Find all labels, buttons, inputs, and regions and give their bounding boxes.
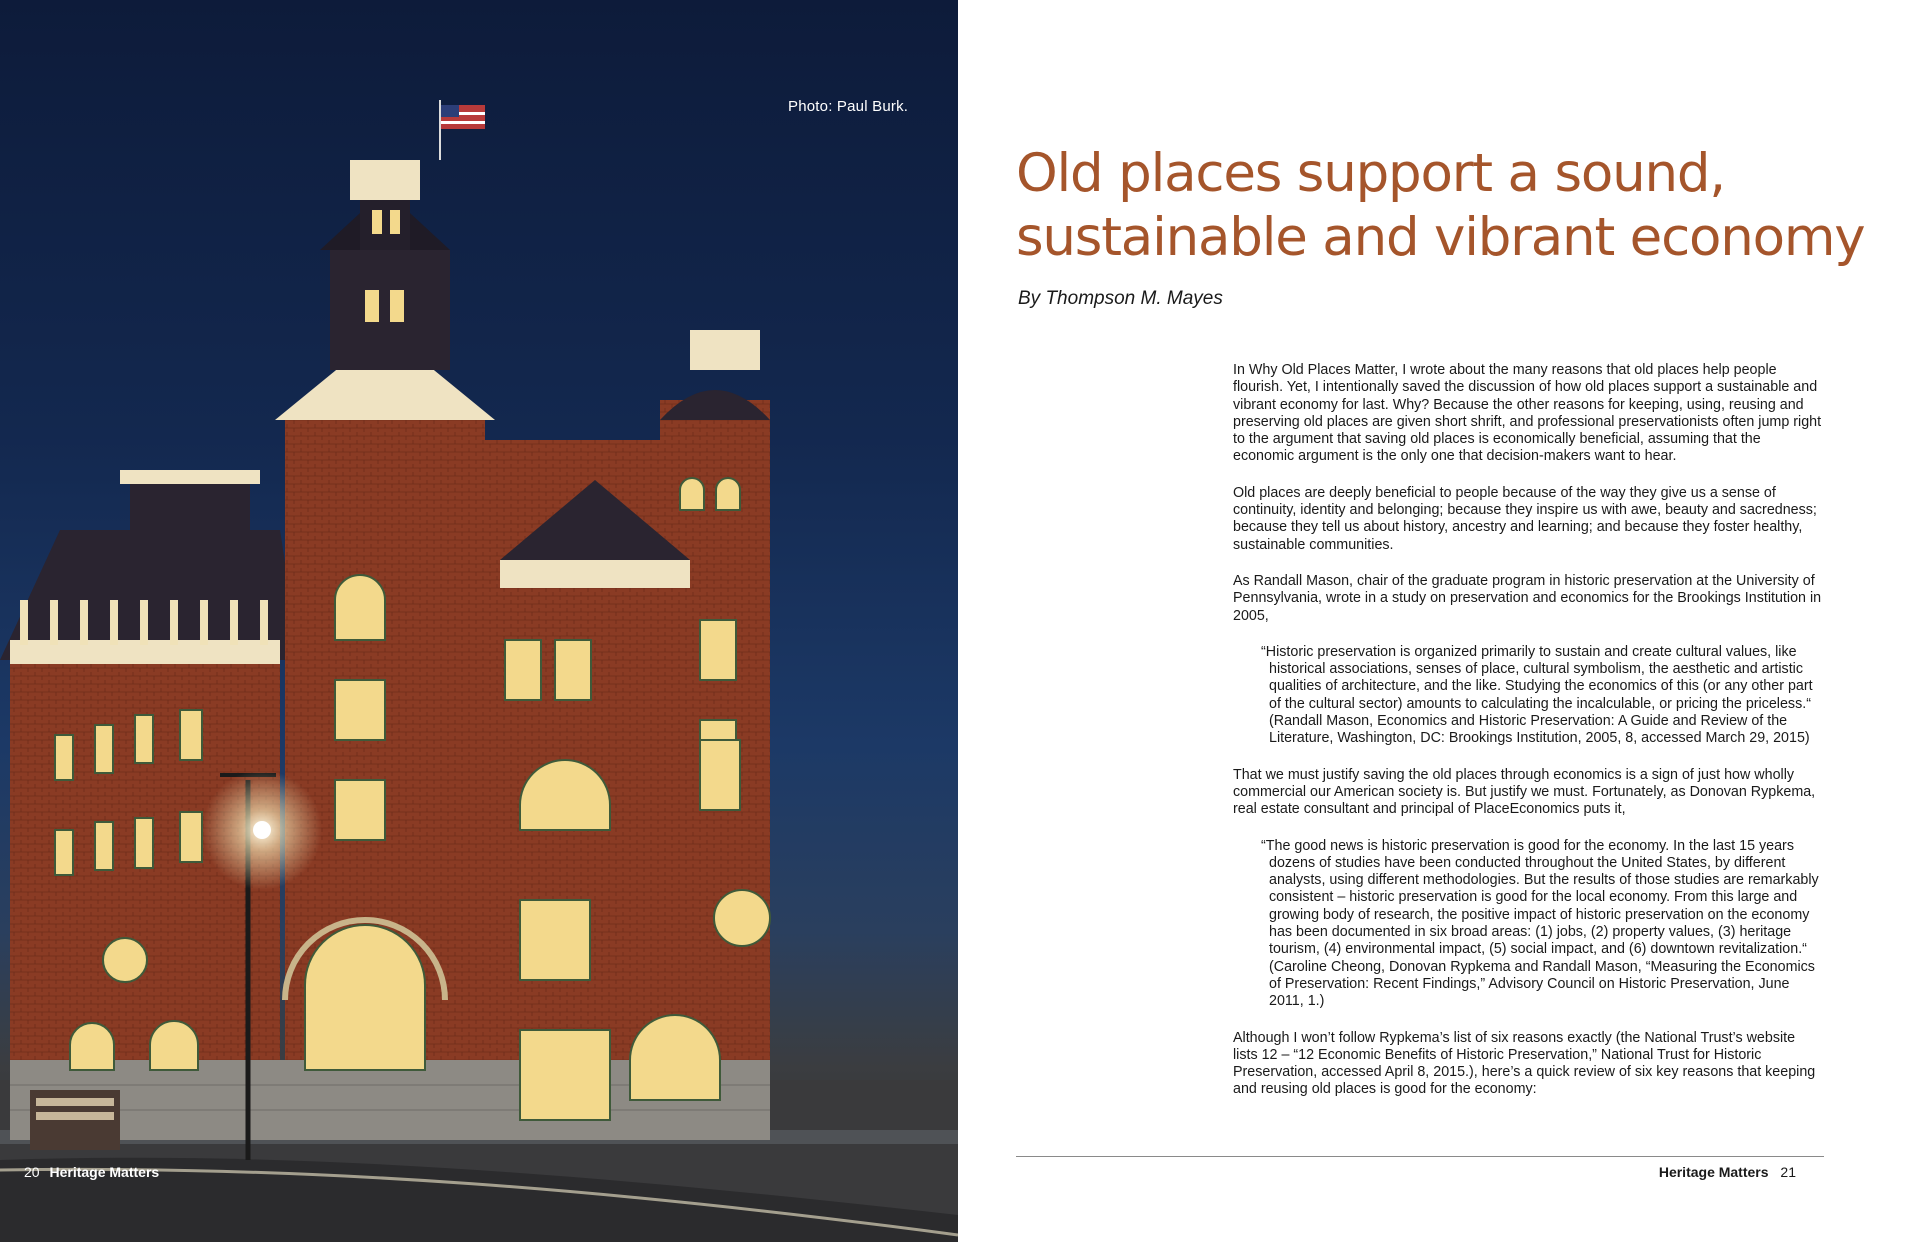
- article-headline: [1016, 142, 1876, 270]
- paragraph-mason-intro: As Randall Mason, chair of the graduate program in historic preservation at the University of Pennsylvania, wrote in a study on preservation and economics for the Brookings Institution in 2005,: [1233, 572, 1822, 624]
- headline-line-1: Old places support a sound,: [1016, 143, 1725, 204]
- article-byline: By Thompson M. Mayes: [1018, 288, 1223, 309]
- paragraph-rypkema-intro: That we must justify saving the old places through economics is a sign of just how wholly commercial our American society is. But justify we must. Fortunately, as Donovan Rypkema, real estate consultant and principal of PlaceEconomics puts it,: [1233, 766, 1816, 818]
- building-photo: [0, 0, 958, 1242]
- brewery-building-illustration: [0, 0, 958, 1242]
- article-page: [958, 0, 1920, 1242]
- flag-icon: [440, 100, 485, 160]
- paragraph-six-reasons: Although I won’t follow Rypkema’s list of six reasons exactly (the National Trust’s website lists 12 – “12 Economic Benefits of Historic Preservation,” National Trust for Historic Preservation, accessed April 8, 2015.), here’s a quick review of six key reasons that keeping and reusing old places is good for the economy:: [1233, 1029, 1816, 1098]
- article-body: [1233, 362, 1823, 1118]
- left-page-number: 20: [24, 1164, 40, 1180]
- left-page-footer: [24, 1164, 159, 1180]
- block-quote-rypkema: “The good news is historic preservation is good for the economy. In the last 15 years dozens of studies have been conducted throughout the United States, by different analysts, using different methodologies. But the results of those studies are remarkably consistent – historic preservation is good for the local economy. From this large and growing body of research, the positive impact of historic preservation on the economy has been documented in six broad areas: (1) jobs, (2) property values, (3) heritage tourism, (4) environmental impact, (5) social impact, and (6) downtown revitalization.“ (Caroline Cheong, Donovan Rypkema and Randall Mason, “Measuring the Economics of Preservation: Recent Findings,” Advisory Council on Historic Preservation, June 2011, 1.): [1261, 837, 1819, 1010]
- paragraph-benefits: Old places are deeply beneficial to people because of the way they give us a sense of continuity, identity and belonging; because they inspire us with awe, beauty and sacredness; because they tell us about history, ancestry and learning; and because they foster healthy, sustainable communities.: [1233, 484, 1817, 553]
- right-page-number: 21: [1780, 1164, 1796, 1180]
- block-quote-mason: “Historic preservation is organized primarily to sustain and create cultural values, like historical associations, senses of place, cultural symbolism, the aesthetic and artistic qualities of architecture, and the like. Studying the economics of this (or any other part of the cultural sector) amounts to calculating the incalculable, or pricing the priceless.“ (Randall Mason, Economics and Historic Preservation: A Guide and Review of the Literature, Washington, DC: Brookings Institution, 2005, 8, accessed March 29, 2015): [1261, 643, 1813, 747]
- left-publication-name: Heritage Matters: [49, 1164, 160, 1180]
- footer-divider: [1016, 1156, 1824, 1157]
- photo-credit: Photo: Paul Burk.: [788, 98, 909, 115]
- headline-line-2: sustainable and vibrant economy: [1016, 207, 1865, 268]
- right-page-footer: [1659, 1164, 1796, 1180]
- right-publication-name: Heritage Matters: [1658, 1164, 1769, 1180]
- paragraph-intro: In Why Old Places Matter, I wrote about the many reasons that old places help people flourish. Yet, I intentionally saved the discussion of how old places support a sustainable and vibrant economy for last. Why? Because the other reasons for keeping, using, reusing and preserving old places are given short shrift, and professional preservationists often jump right to the argument that saving old places is economically beneficial, assuming that the economic argument is the only one that decision-makers want to hear.: [1233, 362, 1822, 465]
